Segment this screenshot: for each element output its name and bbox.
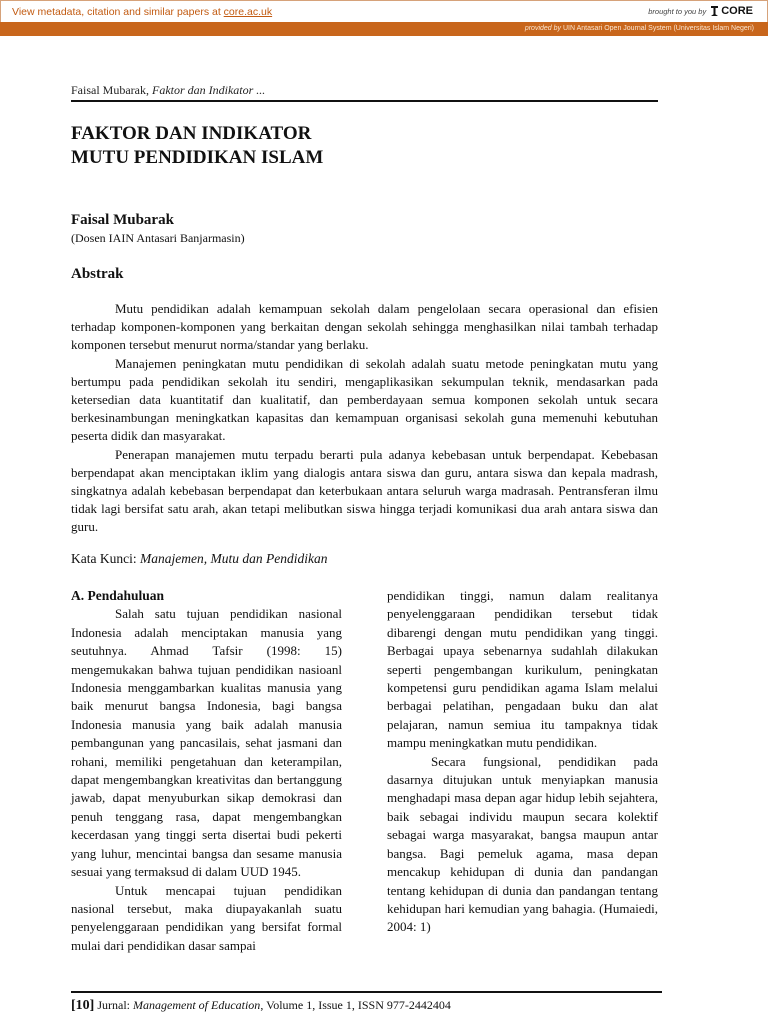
journal-name: Management of Education <box>133 998 261 1012</box>
keywords-label: Kata Kunci: <box>71 551 140 566</box>
footer-suffix: , Volume 1, Issue 1, ISSN 977-2442404 <box>260 998 451 1012</box>
article-title-line-1: FAKTOR DAN INDIKATOR <box>71 123 312 144</box>
running-header-author: Faisal Mubarak, <box>71 83 152 97</box>
core-metadata-link-text <box>12 6 272 18</box>
abstract-paragraph: Manajemen peningkatan mutu pendidikan di sekolah adalah suatu metode peningkatan mutu yang bertumpu pada pendidikan sekolah itu sendiri, mengaplikasikan sekumpulan teknik, mendasarkan pada ketersedian data kuantitatif dan kualitatif, dan pemberdayaan semua komponen sekolah untuk secara berkesinambungan meningkatkan kapasitas dan kemampuan organisasi sekolah guna memenuhi kebutuhan peserta didik dan masyarakat. <box>71 355 658 444</box>
core-logo <box>710 5 753 17</box>
core-logo-icon <box>710 5 719 17</box>
author-affiliation: (Dosen IAIN Antasari Banjarmasin) <box>71 231 245 245</box>
page-number: [10] <box>71 998 95 1013</box>
core-provider-strip <box>0 22 768 36</box>
author-name: Faisal Mubarak <box>71 212 174 228</box>
keywords <box>71 551 327 567</box>
body-paragraph: Untuk mencapai tujuan pendidikan nasional tersebut, maka diupayakanlah suatu penyelenggaraan pendidikan yang bersifat formal mulai dari pendidikan dasar sampai <box>71 882 342 953</box>
abstract-heading: Abstrak <box>71 266 124 282</box>
running-header <box>71 83 265 98</box>
abstract-paragraph: Mutu pendidikan adalah kemampuan sekolah dalam pengelolaan secara operasional dan efisien terhadap komponen-komponen yang berkaitan dengan sekolah sehingga menghasilkan nilai tambah terhadap komponen tersebut menurut norma/standar yang berlaku. <box>71 301 658 353</box>
section-heading: A. Pendahuluan <box>71 588 165 603</box>
article-title <box>71 122 323 170</box>
abstract-paragraph: Penerapan manajemen mutu terpadu berarti pula adanya kebebasan untuk berpendapat. Kebebasan berpendapat akan menciptakan iklim yang dialogis antara siswa dan guru, antara siswa dan kepala madrash, singkatnya adalah kebebasan berpendapat dan keterbukaan antara seluruh warga madrasah. Pentransferan ilmu tidak lagi bersifat satu arah, akan tetapi melibutkan siswa hingga terjadi komunikasi dua arah antara siswa dan guru. <box>71 446 658 535</box>
provided-by-label: provided by <box>524 25 562 32</box>
body-paragraph: Secara fungsional, pendidikan pada dasarnya ditujukan untuk menyiapkan manusia menghadapi masa depan agar hidup lebih sejahtera, baik sebagai individu maupun secara kolektif sebagai warga masyarakat, bangsa maupun antar bangsa. Bagi pemeluk agama, masa depan mencakup kehidupan di dunia dan pandangan tentang kehidupan di dunia dan pandangan tentang kehidupan hari kemudian yang bahagia. (Humaiedi, 2004: 1) <box>387 753 658 935</box>
abstract-body <box>71 300 658 537</box>
article-title-line-2: MUTU PENDIDIKAN ISLAM <box>71 147 324 168</box>
keywords-value: Manajemen, Mutu dan Pendidikan <box>139 551 328 566</box>
footer-prefix: Jurnal: <box>94 998 133 1012</box>
core-link-prefix: View metadata, citation and similar papers at <box>12 6 224 18</box>
right-column <box>387 587 658 937</box>
core-brand-text: CORE <box>721 5 753 17</box>
left-column <box>71 587 342 955</box>
body-paragraph: Salah satu tujuan pendidikan nasional Indonesia adalah menciptakan manusia yang seutuhnya. Ahmad Tafsir (1998: 15) mengemukakan bahwa tujuan pendidikan nasioanl Indonesia menggambarkan kualitas manusia yang baik menurut bangsa Indonesia, bagi bangsa Indonesia manusia yang baik adalah manusia pembangunan yang pancasilais, sehat jasmani dan rohani, memiliki pengetahuan dan keterampilan, dapat mengembangkan kreativitas dan bertanggung jawab, dapat menyuburkan sikap demokrasi dan penuh tenggang rasa, dapat mengembangkan kecerdasan yang tinggi serta disertai budi pekerti yang luhur, mencintai bangsa dan sesame manusia sesuai yang termaksud di dalam UUD 1945. <box>71 606 342 880</box>
core-link[interactable]: core.ac.uk <box>223 6 273 18</box>
core-banner <box>0 0 768 22</box>
header-rule <box>71 100 658 102</box>
page-footer <box>71 998 451 1014</box>
core-brand[interactable] <box>648 5 753 17</box>
footer-rule <box>71 991 662 993</box>
provider-name: UIN Antasari Open Journal System (Universitas Islam Negeri) <box>561 25 754 32</box>
brought-to-you-by-label: brought to you by <box>648 6 707 16</box>
running-header-title: Faktor dan Indikator ... <box>151 83 266 97</box>
body-paragraph: pendidikan tinggi, namun dalam realitanya penyelenggaraan pendidikan tersebut tidak dibarengi dengan mutu pendidikan yang tinggi. Berbagai upaya sebenarnya sudahlah dilakukan seperti pengembangan kurikulum, peningkatan kompetensi guru pendidikan agama Islam melalui berbagai pelatihan, pengadaan buku dan alat pelajaran, namun semiua itu tampaknya tidak mampu meningkatkan mutu pendidikan. <box>387 588 658 751</box>
